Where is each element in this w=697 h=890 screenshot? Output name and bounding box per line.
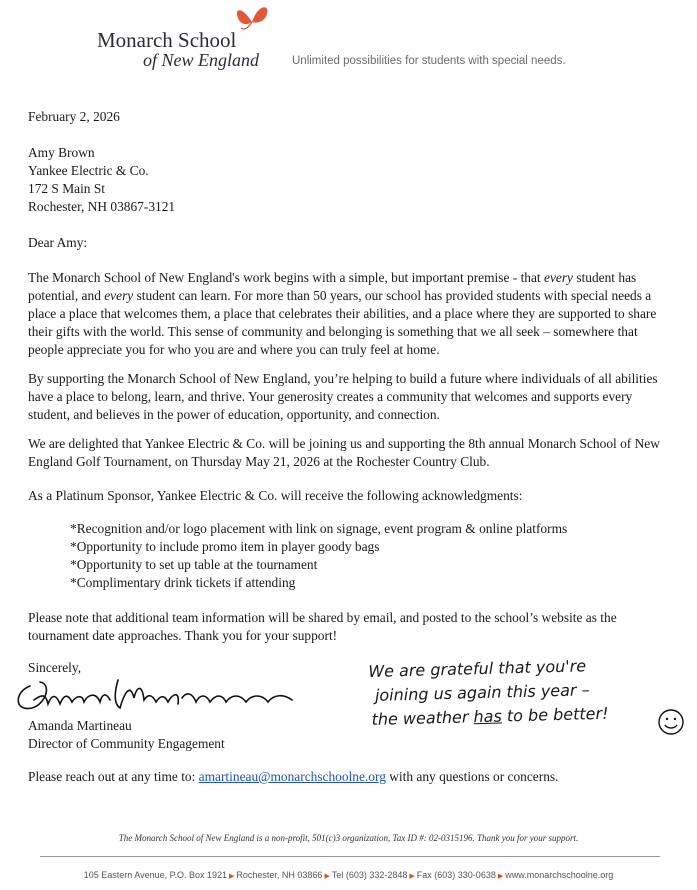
separator-icon: ▶ xyxy=(409,873,415,880)
recipient-street: 172 S Main St xyxy=(28,181,106,196)
contact-after: with any questions or concerns. xyxy=(385,769,559,784)
footer-tel: Tel (603) 332-2848 xyxy=(331,870,408,880)
signer-title: Director of Community Engagement xyxy=(28,736,225,751)
contact-line xyxy=(28,768,673,786)
handwritten-note xyxy=(368,651,697,732)
paragraph-sponsor: As a Platinum Sponsor, Yankee Electric & Co. will receive the following acknowledgments: xyxy=(28,488,523,503)
footer-city: Rochester, NH 03866 xyxy=(236,870,323,880)
acknowledgment-list xyxy=(70,520,567,592)
list-item: *Recognition and/or logo placement with link on signage, event program & online platforms xyxy=(70,521,568,536)
separator-icon: ▶ xyxy=(497,873,504,880)
logo-subtitle: of New England xyxy=(143,50,259,70)
smiley-icon xyxy=(656,707,686,737)
paragraph-intro xyxy=(28,269,673,359)
recipient-company: Yankee Electric & Co. xyxy=(28,163,149,178)
recipient-address xyxy=(28,144,673,216)
note-line-2: joining us again this year – xyxy=(374,680,590,705)
separator-icon: ▶ xyxy=(324,873,330,880)
list-item: *Opportunity to include promo item in player goody bags xyxy=(70,539,380,554)
separator-icon: ▶ xyxy=(228,873,235,880)
list-item: *Complimentary drink tickets if attending xyxy=(70,575,296,590)
footer-fax: Fax (603) 330-0638 xyxy=(416,870,496,880)
recipient-name: Amy Brown xyxy=(28,145,95,160)
contact-before: Please reach out at any time to: xyxy=(28,769,199,784)
closing: Sincerely, xyxy=(28,660,82,675)
footer-note: The Monarch School of New England is a non-profit, 501(c)3 organization, Tax ID #: 02-0315196. Thank you for your support. xyxy=(118,833,579,843)
p1-emphasis-2: every xyxy=(104,288,134,303)
email-link[interactable]: amartineau@monarchschoolne.org xyxy=(198,769,386,784)
p1-part-a: The Monarch School of New England's work begins with a simple, but important premise - that xyxy=(28,270,544,285)
letter-date: February 2, 2026 xyxy=(28,109,120,124)
list-item: *Opportunity to set up table at the tournament xyxy=(70,557,318,572)
tagline: Unlimited possibilities for students with special needs. xyxy=(292,55,566,67)
p1-part-b: student has potential, and xyxy=(28,270,637,303)
recipient-city: Rochester, NH 03867-3121 xyxy=(28,199,176,214)
handwritten-signature xyxy=(10,664,300,720)
note-line-1: We are grateful that you're xyxy=(368,656,587,681)
footer-address xyxy=(0,870,697,880)
footer-website: www.monarchschoolne.org xyxy=(505,870,614,880)
butterfly-icon xyxy=(232,2,272,32)
note-emphasis-has: has xyxy=(473,706,503,727)
salutation: Dear Amy: xyxy=(28,235,88,250)
p1-emphasis-1: every xyxy=(544,270,573,285)
paragraph-note: Please note that additional team information will be shared by email, and posted to the school’s website as the tournament date approaches. Thank you for your support! xyxy=(28,610,617,643)
paragraph-tournament: We are delighted that Yankee Electric & Co. will be joining us and supporting the 8th annual Monarch School of New England Golf Tournament, on Thursday May 21, 2026 at the Rochester Country Club. xyxy=(28,436,660,469)
footer-street: 105 Eastern Avenue, P.O. Box 1921 xyxy=(83,870,227,880)
note-line-3-a: the weather xyxy=(371,707,474,729)
footer-divider xyxy=(40,856,660,857)
logo-name: Monarch School xyxy=(97,28,237,52)
p1-part-c: student can learn. For more than 50 years, our school has provided students with special needs a place a place that welcomes them, a place that celebrates their abilities, and a place where they are supported to share their gifts with the world. This sense of community and belonging is something that we all seek – somewhere that people appreciate you for who you are and where you can truly feel at home. xyxy=(28,288,657,357)
paragraph-support: By supporting the Monarch School of New England, you’re helping to build a future where individuals of all abilities have a place to belong, learn, and thrive. Your generosity creates a community that welcomes and supports every student, and believes in the power of education, opportunity, and connection. xyxy=(28,371,658,422)
note-line-3-b: to be better! xyxy=(501,703,609,726)
signer-name: Amanda Martineau xyxy=(28,718,132,733)
